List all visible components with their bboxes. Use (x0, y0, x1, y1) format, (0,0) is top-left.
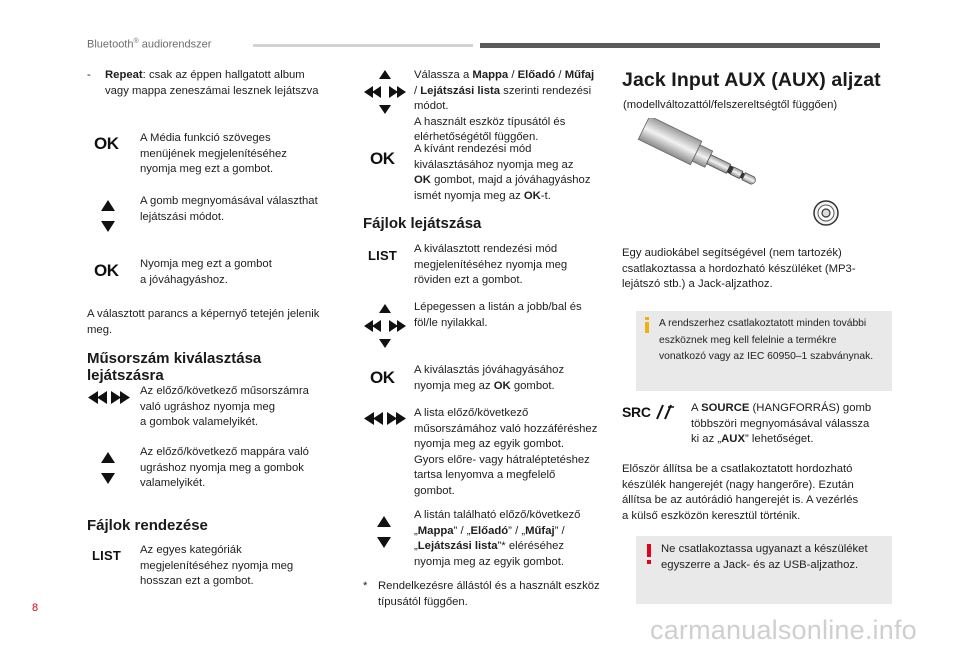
header-title-rest: audiorendszer (138, 38, 212, 51)
text-line: lejátszási módot. (140, 210, 225, 223)
text-line: műsorszámához való hozzáféréshez (414, 422, 598, 435)
text-line: ki az „AUX” lehetőséget. (691, 433, 814, 446)
heading-line: lejátszásra (87, 367, 164, 384)
text-line: Gyors előre- vagy hátraléptetéshez (414, 453, 590, 466)
text-line: megjelenítéséhez nyomja meg (140, 559, 294, 572)
text-line: valamelyikét. (140, 477, 206, 490)
text-line: Lépegessen a listán a jobb/bal és (414, 301, 582, 313)
list-track-desc (414, 406, 597, 500)
text-line: röviden ezt a gombot. (414, 274, 523, 287)
text-line: A rendszerhez csatlakoztatott minden további (659, 318, 867, 329)
src-label: SRC (622, 404, 651, 420)
text-line: nyomja meg az egyik gombot. (414, 438, 565, 451)
text-line: A lista előző/következő (414, 407, 529, 419)
confirm-desc (414, 363, 564, 394)
repeat-desc-2: vagy mappa zeneszámai lesznek lejátszva (105, 84, 319, 97)
text-line: A kiválasztás jóváhagyásához (414, 364, 565, 376)
ok-button-icon: OK (370, 149, 395, 168)
text-line: elérhetőségétől függően. (414, 131, 539, 144)
play-list-desc (414, 242, 567, 289)
text-line: ugráshoz nyomja meg a gombok (140, 461, 304, 474)
volume-desc (622, 462, 858, 524)
bullet-dash: - (87, 69, 91, 81)
header-reg: ® (133, 38, 139, 45)
source-button-icon (622, 404, 675, 420)
list-button-icon: LIST (92, 548, 121, 563)
text-line: Ne csatlakoztassa ugyanazt a készüléket (661, 543, 868, 555)
left-right-arrows-icon (364, 412, 406, 425)
text-line: Először állítsa be a csatlakoztatott hordozható (622, 463, 853, 475)
section-title-play-files: Fájlok lejátszása (363, 215, 482, 232)
cross-arrows-icon (364, 304, 406, 348)
section-title-track-select (87, 350, 261, 384)
page-section-title: Jack Input AUX (AUX) aljzat (622, 69, 881, 91)
text-line: nyomja meg az OK gombot. (414, 379, 555, 392)
repeat-desc: : csak az éppen hallgatott album (142, 69, 305, 81)
text-line: Az előző/következő műsorszámra (140, 385, 309, 397)
text-line: egyszerre a Jack- és az USB-aljzathoz. (661, 558, 859, 571)
text-line: menüjének megjelenítéséhez (140, 147, 287, 160)
text-line: a gombok valamelyikét. (140, 416, 259, 429)
text-line: lejátszó stb.) a Jack-aljzathoz. (622, 278, 773, 291)
lr-desc (140, 384, 309, 431)
navigate-desc (414, 300, 582, 331)
text-line: csatlakoztassa a hordozható készüléket (MP3- (622, 262, 856, 275)
text-line: Válassza a Mappa / Előadó / Műfaj (414, 69, 595, 81)
text-line: állítsa be az autórádió hangerejét is. A vezérlés (622, 494, 859, 507)
header-divider-dark (480, 43, 880, 48)
header-title: Bluetooth (87, 38, 134, 51)
text-line: A kívánt rendezési mód (414, 143, 532, 155)
list-folder-desc (414, 508, 580, 570)
text-line: / Lejátszási lista szerinti rendezési (414, 84, 592, 97)
info-text (659, 316, 873, 366)
text-line: többszöri megnyomásával válassza (691, 417, 870, 430)
text-line: való ugráshoz nyomja meg (140, 400, 276, 413)
cross-arrows-icon (364, 70, 406, 114)
sort-ok-desc (414, 142, 590, 204)
arrows-desc (140, 194, 318, 225)
header-divider-light (253, 44, 473, 47)
ok-desc-2 (140, 257, 272, 288)
text-line: eszköznek meg kell felelnie a termékre (659, 334, 837, 346)
text-line: A Média funkció szöveges (140, 132, 271, 144)
text-line: gombot. (414, 484, 455, 497)
text-line: típusától függően. (378, 595, 468, 608)
subtitle: (modellváltozattól/felszereltségtől függően) (623, 99, 838, 111)
text-line: Az egyes kategóriák (140, 544, 242, 556)
text-line: kiválasztásához nyomja meg az (414, 158, 574, 171)
text-line: A használt eszköz típusától és (414, 115, 566, 128)
up-down-arrows-icon (377, 516, 391, 548)
warning-text (661, 542, 868, 573)
sort-mode-desc (414, 68, 594, 146)
text-line: Nyomja meg ezt a gombot (140, 258, 272, 270)
source-desc (691, 401, 871, 448)
cable-desc (622, 246, 856, 293)
heading-line: Műsorszám kiválasztása (87, 350, 262, 367)
text-line: módot. (414, 100, 449, 113)
text-line: a külső eszközön keresztül történik. (622, 509, 801, 522)
text-line: megjelenítéséhez nyomja meg (414, 258, 568, 271)
warning-icon (646, 544, 652, 564)
text-line: nyomja meg ezt a gombot. (140, 163, 274, 176)
text-line: hosszan ezt a gombot. (140, 575, 254, 588)
text-line: meg. (87, 323, 113, 336)
text-line: „Lejátszási lista”* eléréséhez (414, 540, 565, 553)
repeat-label: Repeat (105, 69, 143, 81)
list-desc (140, 543, 293, 590)
info-icon (643, 317, 651, 333)
section-title-sort-files: Fájlok rendezése (87, 517, 208, 534)
text-line: tartsa lenyomva a megfelelő (414, 469, 556, 482)
text-line: Az előző/következő mappára való (140, 446, 309, 458)
selected-command-text (87, 307, 347, 338)
up-down-arrows-icon (101, 200, 115, 232)
text-line: A gomb megnyomásával választhat (140, 195, 318, 207)
up-down-arrows-icon (101, 452, 115, 484)
text-line: ismét nyomja meg az OK-t. (414, 189, 551, 202)
text-line: nyomja meg az egyik gombot. (414, 555, 565, 568)
text-line: A választott parancs a képernyő tetején jelenik (87, 308, 320, 320)
text-line: OK gombot, majd a jóváhagyáshoz (414, 174, 591, 187)
text-line: A SOURCE (HANGFORRÁS) gomb (691, 402, 872, 414)
watermark: carmanualsonline.info (650, 615, 917, 645)
text-line: A kiválasztott rendezési mód (414, 243, 558, 255)
list-button-icon: LIST (368, 248, 397, 263)
ok-button-icon: OK (94, 261, 119, 280)
footnote-star: * (363, 580, 368, 592)
jack-plug-illustration (622, 118, 852, 230)
page-header (87, 38, 211, 51)
text-line: „Mappa” / „Előadó” / „Műfaj” / (414, 524, 565, 537)
text-line: föl/le nyilakkal. (414, 316, 488, 329)
text-line: Rendelkezésre állástól és a használt eszköz (378, 580, 600, 592)
repeat-text (105, 68, 345, 99)
footnote-text (378, 579, 600, 610)
ok-button-icon: OK (370, 368, 395, 387)
page-number: 8 (32, 602, 39, 614)
ud-desc (140, 445, 309, 492)
ok-button-icon: OK (94, 134, 119, 153)
repeat-item (87, 68, 91, 84)
ok-desc-1 (140, 131, 287, 178)
text-line: készülék hangerejét (nagy hangerőre). Ezután (622, 478, 854, 491)
text-line: Egy audiokábel segítségével (nem tartozék) (622, 247, 842, 259)
text-line: A listán található előző/következő (414, 509, 581, 521)
left-right-arrows-icon (88, 391, 130, 404)
text-line: a jóváhagyáshoz. (140, 273, 228, 286)
text-line: vonatkozó vagy az IEC 60950–1 szabványnak. (659, 351, 874, 362)
